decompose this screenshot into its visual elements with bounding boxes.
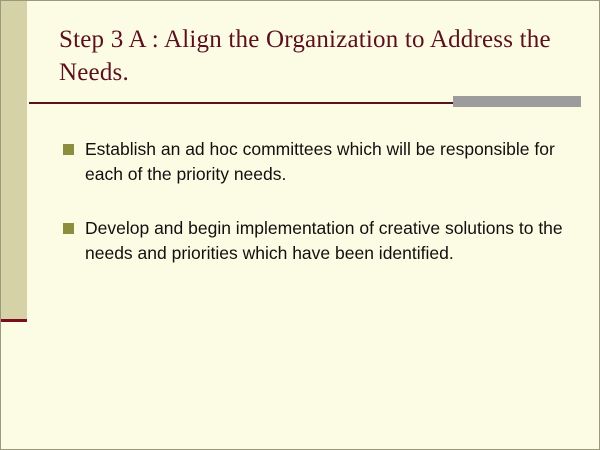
left-band-accent-line — [1, 319, 27, 322]
square-bullet-icon — [63, 223, 74, 234]
slide-body — [63, 137, 575, 295]
title-divider-accent-bar — [453, 96, 581, 107]
slide-title: Step 3 A : Align the Organization to Address the Needs. — [59, 26, 551, 86]
square-bullet-icon — [63, 144, 74, 155]
list-item-text: Develop and begin implementation of creative solutions to the needs and priorities which have been identified. — [85, 217, 563, 264]
list-item — [63, 216, 575, 267]
list-item-text: Establish an ad hoc committees which will be responsible for each of the priority needs. — [85, 139, 555, 185]
list-item — [63, 137, 575, 188]
left-decorative-band — [1, 1, 27, 319]
